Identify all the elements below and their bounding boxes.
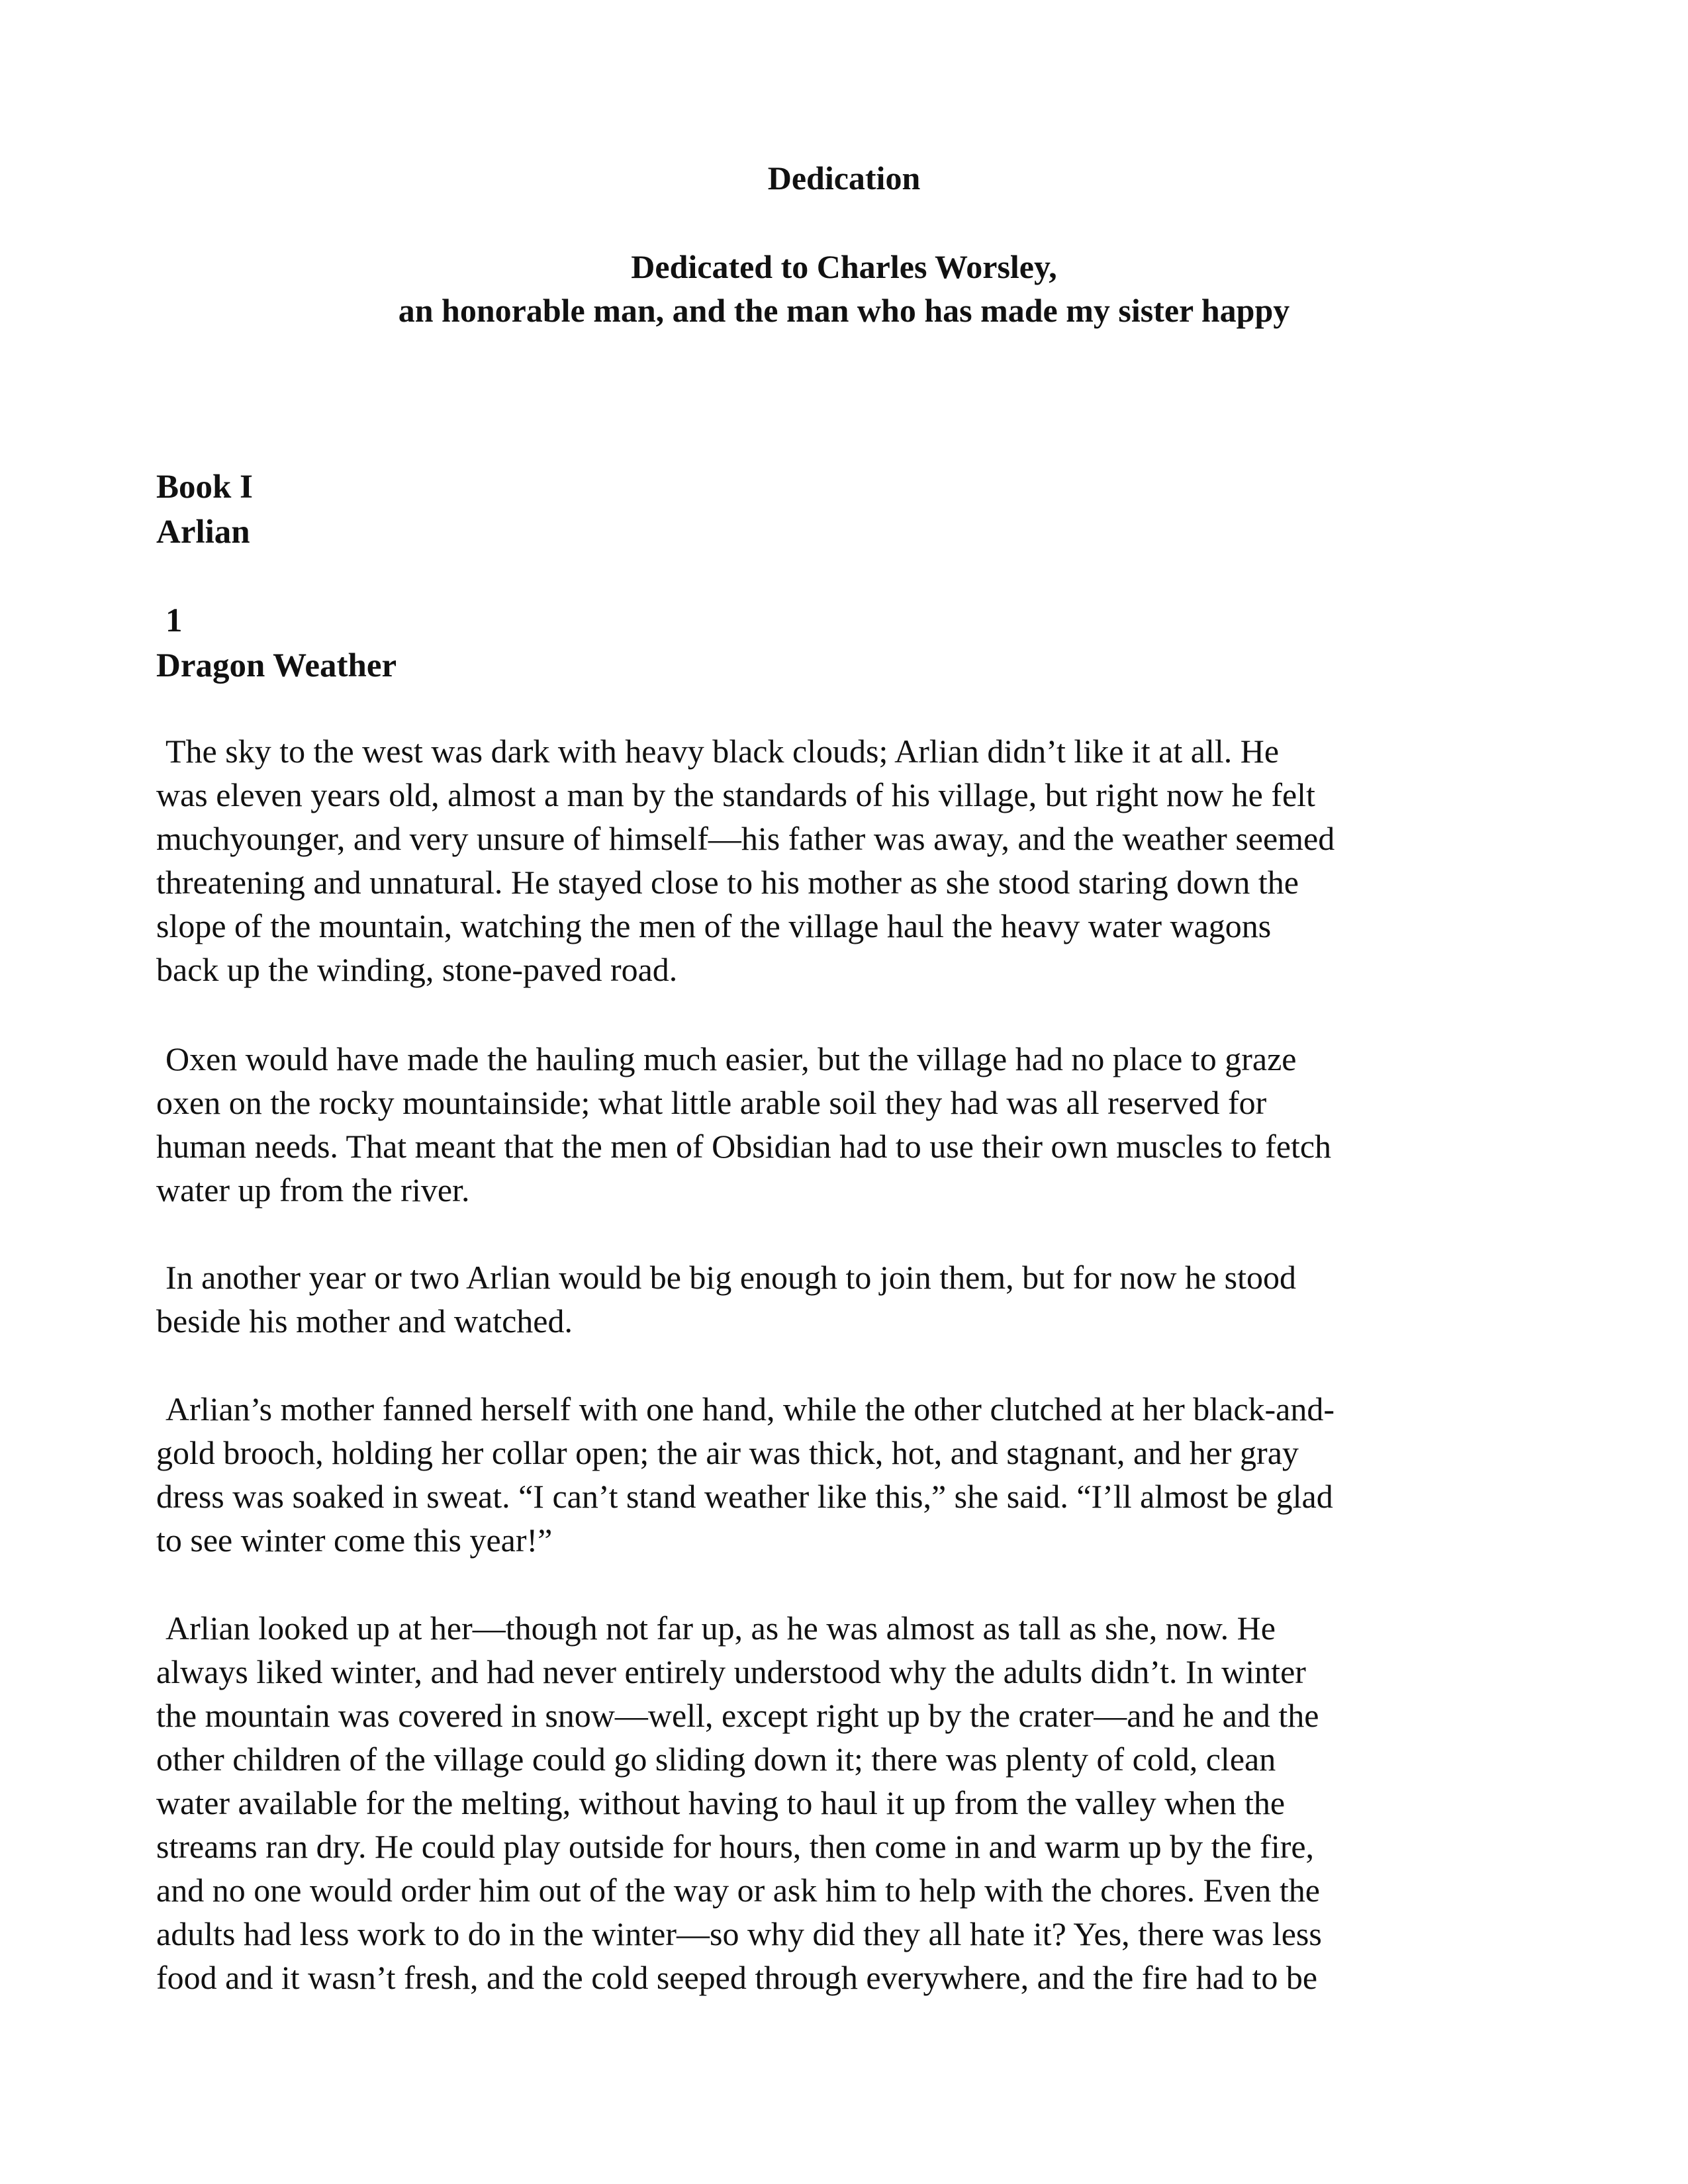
text-line: was eleven years old, almost a man by the standards of his village, but right now he felt	[156, 776, 1315, 813]
dedication-title-text: Dedication	[767, 159, 921, 197]
paragraph	[156, 729, 1579, 991]
text-line: adults had less work to do in the winter—so why did they all hate it? Yes, there was less	[156, 1915, 1322, 1952]
book-label: Book I	[156, 469, 253, 506]
chapter-heading	[156, 598, 397, 688]
dedication-line: an honorable man, and the man who has made my sister happy	[398, 292, 1290, 329]
text-line: In another year or two Arlian would be big enough to join them, but for now he stood	[165, 1259, 1297, 1296]
dedication-text	[0, 245, 1688, 332]
paragraph	[156, 1606, 1579, 1999]
text-line: and no one would order him out of the way or ask him to help with the chores. Even the	[156, 1872, 1320, 1909]
paragraph	[156, 1255, 1579, 1343]
text-line: slope of the mountain, watching the men of the village haul the heavy water wagons	[156, 907, 1272, 944]
text-line: Oxen would have made the hauling much easier, but the village had no place to graze	[165, 1040, 1297, 1077]
text-line: food and it wasn’t fresh, and the cold seeped through everywhere, and the fire had to be	[156, 1959, 1318, 1996]
dedication-title	[0, 156, 1688, 200]
text-line: other children of the village could go sliding down it; there was plenty of cold, clean	[156, 1741, 1276, 1778]
chapter-title: Dragon Weather	[156, 647, 397, 684]
text-line: The sky to the west was dark with heavy black clouds; Arlian didn’t like it at all. He	[165, 733, 1280, 770]
text-line: to see winter come this year!”	[156, 1522, 553, 1559]
paragraph	[156, 1387, 1579, 1562]
text-line: the mountain was covered in snow—well, except right up by the crater—and he and the	[156, 1697, 1319, 1734]
text-line: threatening and unnatural. He stayed close to his mother as she stood staring down the	[156, 864, 1299, 901]
text-line: oxen on the rocky mountainside; what little arable soil they had was all reserved for	[156, 1084, 1267, 1121]
text-line: water up from the river.	[156, 1171, 470, 1208]
book-heading	[156, 465, 253, 555]
text-line: dress was soaked in sweat. “I can’t stand weather like this,” she said. “I’ll almost be glad	[156, 1478, 1333, 1515]
text-line: streams ran dry. He could play outside for hours, then come in and warm up by the fire,	[156, 1828, 1315, 1865]
text-line: muchyounger, and very unsure of himself—his father was away, and the weather seemed	[156, 820, 1335, 857]
text-line: always liked winter, and had never entirely understood why the adults didn’t. In winter	[156, 1653, 1306, 1690]
chapter-number: 1	[165, 602, 183, 639]
text-line: back up the winding, stone-paved road.	[156, 951, 678, 988]
text-line: human needs. That meant that the men of Obsidian had to use their own muscles to fetch	[156, 1128, 1332, 1165]
text-line: water available for the melting, without having to haul it up from the valley when the	[156, 1784, 1286, 1821]
paragraph	[156, 1037, 1579, 1212]
text-line: beside his mother and watched.	[156, 1302, 573, 1340]
text-line: gold brooch, holding her collar open; the air was thick, hot, and stagnant, and her gray	[156, 1434, 1299, 1471]
book-name: Arlian	[156, 514, 250, 551]
dedication-line: Dedicated to Charles Worsley,	[631, 248, 1057, 285]
text-line: Arlian’s mother fanned herself with one hand, while the other clutched at her black-and-	[165, 1390, 1335, 1428]
text-line: Arlian looked up at her—though not far up, as he was almost as tall as she, now. He	[165, 1610, 1276, 1647]
